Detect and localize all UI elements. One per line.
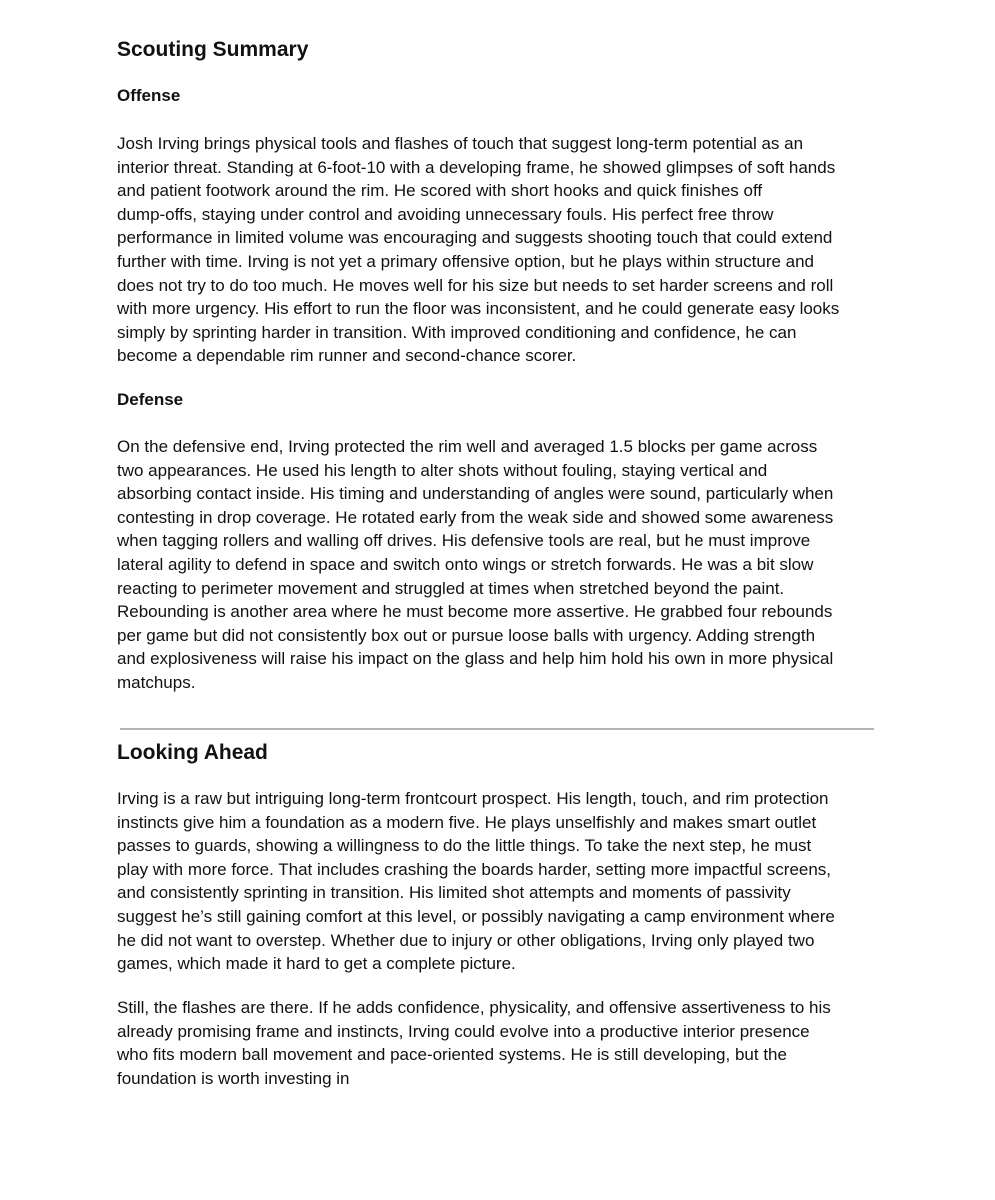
text-line: who fits modern ball movement and pace-oriented systems. He is still developing, but the: [117, 1045, 787, 1065]
text-line: he did not want to overstep. Whether due to injury or other obligations, Irving only played two: [117, 930, 815, 950]
text-line: lateral agility to defend in space and switch onto wings or stretch forwards. He was a bit slow: [117, 554, 814, 574]
text-line: interior threat. Standing at 6-foot-10 with a developing frame, he showed glimpses of soft hands: [117, 157, 836, 177]
text-line: simply by sprinting harder in transition. With improved conditioning and confidence, he can: [117, 322, 797, 342]
text-line: matchups.: [117, 672, 196, 692]
text-line: contesting in drop coverage. He rotated early from the weak side and showed some awareness: [117, 507, 834, 527]
text-line: games, which made it hard to get a complete picture.: [117, 954, 516, 974]
text-line: two appearances. He used his length to alter shots without fouling, staying vertical and: [117, 460, 768, 480]
text-line: instincts give him a foundation as a modern five. He plays unselfishly and makes smart outlet: [117, 812, 817, 832]
text-line: On the defensive end, Irving protected the rim well and averaged 1.5 blocks per game across: [117, 437, 818, 456]
text-line: suggest he’s still gaining comfort at this level, or possibly navigating a camp environment where: [117, 906, 835, 926]
text-line: already promising frame and instincts, Irving could evolve into a productive interior presence: [117, 1021, 810, 1041]
text-line: and explosiveness will raise his impact on the glass and help him hold his own in more physical: [117, 649, 834, 669]
text-line: performance in limited volume was encouraging and suggests shooting touch that could extend: [117, 228, 833, 248]
text-line: absorbing contact inside. His timing and understanding of angles were sound, particularly when: [117, 484, 834, 504]
text-line: Josh Irving brings physical tools and flashes of touch that suggest long-term potential as an: [117, 134, 804, 153]
text-line: and consistently sprinting in transition. His limited shot attempts and moments of passivity: [117, 883, 791, 903]
text-line: become a dependable rim runner and second-chance scorer.: [117, 346, 577, 366]
text-line: Still, the flashes are there. If he adds confidence, physicality, and offensive assertiveness to his: [117, 998, 831, 1017]
text-line: further with time. Irving is not yet a primary offensive option, but he plays within structure and: [117, 251, 815, 271]
text-line: per game but did not consistently box out or pursue loose balls with urgency. Adding strength: [117, 625, 816, 645]
defense-paragraph: [117, 435, 887, 695]
text-line: and patient footwork around the rim. He scored with short hooks and quick finishes off: [117, 181, 763, 201]
text-line: Irving is a raw but intriguing long-term frontcourt prospect. His length, touch, and rim protection: [117, 789, 829, 808]
section-divider: [120, 728, 874, 730]
scouting-summary-heading: Scouting Summary: [117, 38, 309, 61]
text-line: dump-offs, staying under control and avoiding unnecessary fouls. His perfect free throw: [117, 204, 774, 224]
text-line: passes to guards, showing a willingness to do the little things. To take the next step, he must: [117, 836, 812, 856]
text-line: foundation is worth investing in: [117, 1068, 350, 1088]
offense-subheading: Offense: [117, 86, 181, 105]
text-line: with more urgency. His effort to run the floor was inconsistent, and he could generate easy looks: [117, 299, 840, 319]
offense-paragraph: [117, 132, 887, 368]
text-line: Rebounding is another area where he must become more assertive. He grabbed four rebounds: [117, 602, 833, 622]
text-line: does not try to do too much. He moves well for his size but needs to set harder screens and roll: [117, 275, 834, 295]
looking-ahead-heading: Looking Ahead: [117, 741, 268, 764]
text-line: when tagging rollers and walling off drives. His defensive tools are real, but he must improve: [117, 531, 811, 551]
looking-ahead-paragraph-1: [117, 787, 887, 976]
looking-ahead-paragraph-2: [117, 996, 887, 1090]
text-line: reacting to perimeter movement and struggled at times when stretched beyond the paint.: [117, 578, 785, 598]
text-line: play with more force. That includes crashing the boards harder, setting more impactful screens,: [117, 859, 832, 879]
defense-subheading: Defense: [117, 390, 184, 409]
